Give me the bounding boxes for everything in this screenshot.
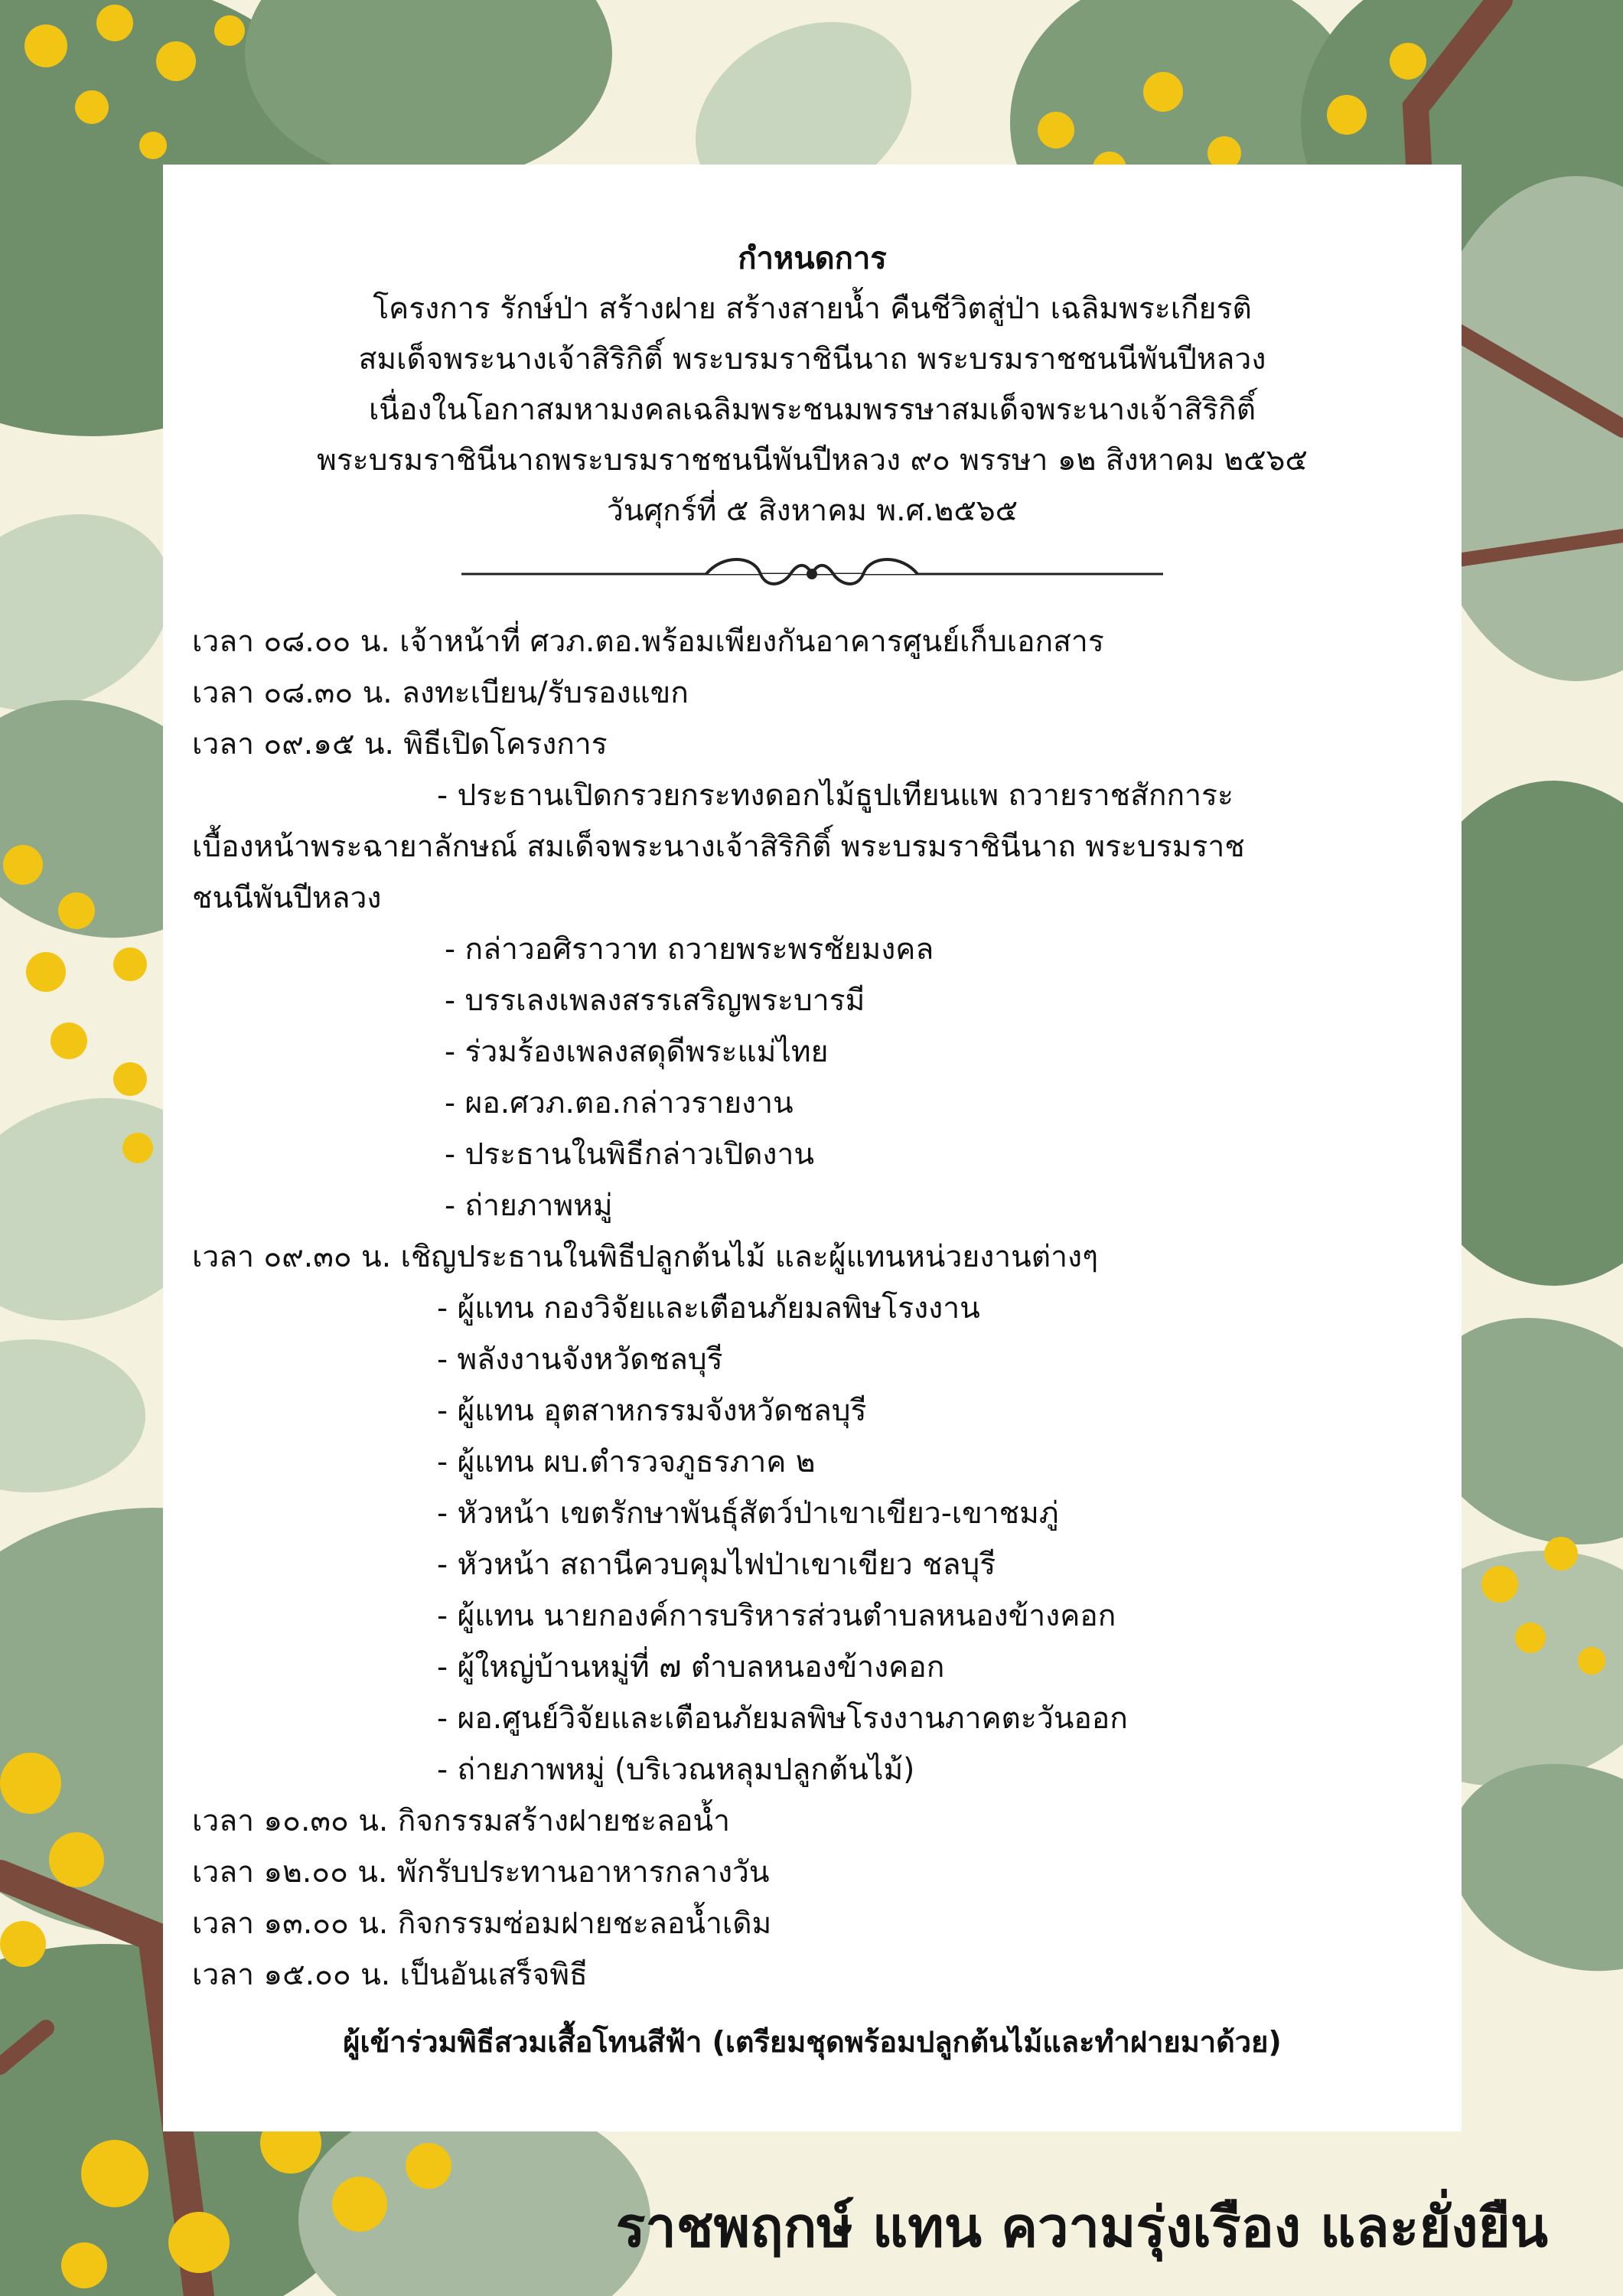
ornament-divider-icon — [461, 551, 1163, 597]
list-item: - ถ่ายภาพหมู่ (บริเวณหลุมปลูกต้นไม้) — [437, 1753, 915, 1787]
project-title-line-2: สมเด็จพระนางเจ้าสิริกิติ์ พระบรมราชินีนาถ พระบรมราชชนนีพันปีหลวง — [358, 342, 1266, 377]
schedule-row: เวลา ๐๘.๐๐ น. เจ้าหน้าที่ ศวภ.ตอ.พร้อมเพียงกันอาคารศูนย์เก็บเอกสาร — [192, 625, 1104, 659]
list-item: - ผู้ใหญ่บ้านหมู่ที่ ๗ ตำบลหนองข้างคอก — [437, 1650, 945, 1684]
schedule-row: เวลา ๐๙.๑๕ น. พิธีเปิดโครงการ — [192, 727, 608, 762]
schedule-row: เวลา ๑๕.๐๐ น. เป็นอันเสร็จพิธี — [192, 1958, 588, 1992]
list-item: - ร่วมร้องเพลงสดุดีพระแม่ไทย — [445, 1035, 829, 1069]
opening-ceremony-item: - ประธานเปิดกรวยกระทงดอกไม้ธูปเทียนแพ ถวายราชสักการะ เบื้องหน้าพระฉายาลักษณ์ สมเด็จพระนางเจ้าสิริกิติ์ พระบรมราชินีนาถ พระบรมราช ชนนีพันปีหลวง — [192, 778, 1245, 915]
list-item: - ผู้แทน กองวิจัยและเตือนภัยมลพิษโรงงาน — [437, 1291, 980, 1326]
list-item: - ผู้แทน ผบ.ตำรวจภูธรภาค ๒ — [437, 1445, 816, 1479]
list-item: - ผู้แทน อุตสาหกรรมจังหวัดชลบุรี — [437, 1394, 867, 1428]
list-item: - ผู้แทน นายกองค์การบริหารส่วนตำบลหนองข้างคอก — [437, 1599, 1116, 1633]
agenda-header — [163, 233, 1462, 536]
list-item: - ประธานในพิธีกล่าวเปิดงาน — [445, 1137, 815, 1172]
project-title-line-4: พระบรมราชินีนาถพระบรมราชชนนีพันปีหลวง ๙๐ พรรษา ๑๒ สิงหาคม ๒๕๖๕ — [317, 443, 1308, 478]
schedule-row: เวลา ๐๙.๓๐ น. เชิญประธานในพิธีปลูกต้นไม้ และผู้แทนหน่วยงานต่างๆ — [192, 1240, 1099, 1274]
list-item: - ถ่ายภาพหมู่ — [445, 1189, 613, 1223]
schedule-row: เวลา ๐๘.๓๐ น. ลงทะเบียน/รับรองแขก — [192, 676, 689, 710]
schedule-row: เวลา ๑๒.๐๐ น. พักรับประทานอาหารกลางวัน — [192, 1855, 770, 1890]
slogan: ราชพฤกษ์ แทน ความรุ่งเรือง และยั่งยืน — [615, 2195, 1548, 2259]
event-date: วันศุกร์ที่ ๕ สิงหาคม พ.ศ.๒๕๖๕ — [606, 494, 1018, 528]
list-item: - กล่าวอศิราวาท ถวายพระพรชัยมงคล — [445, 932, 934, 967]
dress-code-note: ผู้เข้าร่วมพิธีสวมเสื้อโทนสีฟ้า (เตรียมชุดพร้อมปลูกต้นไม้และทำฝายมาด้วย) — [343, 2025, 1282, 2059]
list-item: - หัวหน้า สถานีควบคุมไฟป่าเขาเขียว ชลบุรี — [437, 1548, 996, 1582]
project-title-line-3: เนื่องในโอกาสมหามงคลเฉลิมพระชนมพรรษาสมเด็จพระนางเจ้าสิริกิติ์ — [368, 393, 1256, 427]
schedule-row: เวลา ๑๓.๐๐ น. กิจกรรมซ่อมฝายชะลอน้ำเดิม — [192, 1906, 772, 1941]
list-item: - ผอ.ศวภ.ตอ.กล่าวรายงาน — [445, 1086, 794, 1120]
project-title-line-1: โครงการ รักษ์ป่า สร้างฝาย สร้างสายน้ำ คืนชีวิตสู่ป่า เฉลิมพระเกียรติ — [373, 292, 1252, 326]
list-item: - พลังงานจังหวัดชลบุรี — [437, 1342, 723, 1377]
schedule-list — [192, 616, 1447, 2001]
schedule-row: เวลา ๑๐.๓๐ น. กิจกรรมสร้างฝายชะลอน้ำ — [192, 1804, 730, 1838]
agenda-title: กำหนดการ — [738, 241, 887, 276]
agenda-panel — [163, 165, 1462, 2131]
list-item: - หัวหน้า เขตรักษาพันธุ์สัตว์ป่าเขาเขียว-เขาชมภู่ — [437, 1496, 1059, 1531]
list-item: - บรรเลงเพลงสรรเสริญพระบารมี — [445, 983, 865, 1018]
list-item: - ผอ.ศูนย์วิจัยและเตือนภัยมลพิษโรงงานภาคตะวันออก — [437, 1701, 1128, 1736]
